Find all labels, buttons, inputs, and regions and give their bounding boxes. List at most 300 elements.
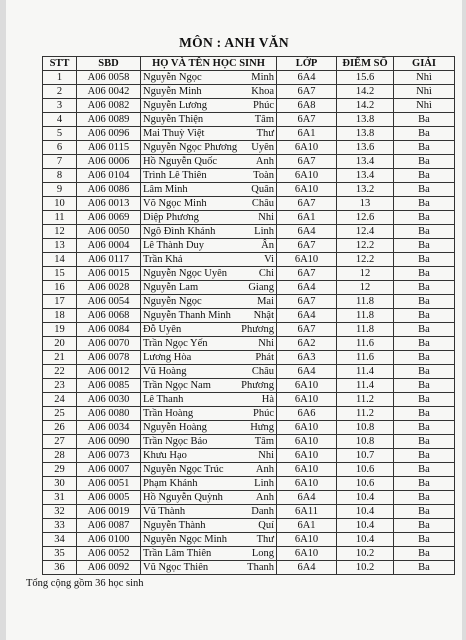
stt-cell: 22 — [43, 365, 77, 379]
score-cell: 11.4 — [337, 379, 394, 393]
student-name — [143, 310, 274, 322]
score-cell: 15.6 — [337, 71, 394, 85]
sbd-cell: A06 0090 — [77, 435, 141, 449]
award-cell: Ba — [394, 281, 455, 295]
table-row — [43, 365, 455, 379]
class-cell: 6A7 — [277, 197, 337, 211]
stt-cell: 10 — [43, 197, 77, 211]
given-name: Chi — [258, 267, 274, 279]
stt-cell: 15 — [43, 267, 77, 281]
table-row — [43, 519, 455, 533]
class-cell: 6A7 — [277, 295, 337, 309]
sbd-cell: A06 0012 — [77, 365, 141, 379]
sbd-cell: A06 0115 — [77, 141, 141, 155]
family-middle-name: Trình Lê Thiên — [143, 169, 207, 181]
family-middle-name: Nguyễn Ngọc — [143, 295, 202, 307]
sbd-cell: A06 0019 — [77, 505, 141, 519]
family-middle-name: Nguyễn Lương — [143, 99, 208, 111]
table-row — [43, 295, 455, 309]
family-middle-name: Hồ Nguyễn Quốc — [143, 155, 218, 167]
student-name-cell — [141, 491, 277, 505]
student-name — [143, 268, 274, 280]
class-cell: 6A4 — [277, 365, 337, 379]
table-row — [43, 505, 455, 519]
given-name: Phúc — [253, 99, 274, 111]
score-cell: 10.6 — [337, 463, 394, 477]
award-cell: Ba — [394, 407, 455, 421]
stt-cell: 8 — [43, 169, 77, 183]
table-row — [43, 561, 455, 575]
family-middle-name: Mai Thuỳ Việt — [143, 127, 205, 139]
sbd-cell: A06 0030 — [77, 393, 141, 407]
score-cell: 13 — [337, 197, 394, 211]
student-name — [143, 464, 274, 476]
student-name — [143, 226, 274, 238]
sbd-cell: A06 0084 — [77, 323, 141, 337]
student-name-cell — [141, 379, 277, 393]
award-cell: Ba — [394, 449, 455, 463]
student-name-cell — [141, 99, 277, 113]
student-name — [143, 282, 274, 294]
class-cell: 6A7 — [277, 323, 337, 337]
table-row — [43, 547, 455, 561]
family-middle-name: Vũ Hoàng — [143, 365, 187, 377]
student-name — [143, 184, 274, 196]
stt-cell: 29 — [43, 463, 77, 477]
table-row — [43, 351, 455, 365]
student-name — [143, 296, 274, 308]
award-cell: Ba — [394, 463, 455, 477]
student-name — [143, 506, 274, 518]
student-name-cell — [141, 477, 277, 491]
score-cell: 12.2 — [337, 253, 394, 267]
stt-cell: 19 — [43, 323, 77, 337]
student-name — [143, 338, 274, 350]
given-name: Linh — [254, 225, 274, 237]
student-name — [143, 212, 274, 224]
student-name — [143, 128, 274, 140]
table-body — [43, 71, 455, 575]
stt-cell: 1 — [43, 71, 77, 85]
table-row — [43, 183, 455, 197]
given-name: Hà — [261, 393, 274, 405]
stt-cell: 24 — [43, 393, 77, 407]
sbd-cell: A06 0117 — [77, 253, 141, 267]
score-cell: 10.7 — [337, 449, 394, 463]
family-middle-name: Lương Hòa — [143, 351, 192, 363]
given-name: Khoa — [251, 85, 274, 97]
stt-cell: 7 — [43, 155, 77, 169]
score-cell: 12.4 — [337, 225, 394, 239]
sbd-cell: A06 0089 — [77, 113, 141, 127]
student-name-cell — [141, 365, 277, 379]
stt-cell: 26 — [43, 421, 77, 435]
student-name — [143, 520, 274, 532]
table-row — [43, 449, 455, 463]
student-name-cell — [141, 393, 277, 407]
award-cell: Ba — [394, 309, 455, 323]
family-middle-name: Trần Ngọc Nam — [143, 379, 211, 391]
score-cell: 11.6 — [337, 351, 394, 365]
given-name: Quí — [258, 519, 274, 531]
family-middle-name: Nguyễn Hoàng — [143, 421, 207, 433]
stt-cell: 17 — [43, 295, 77, 309]
given-name: Châu — [251, 197, 274, 209]
stt-cell: 18 — [43, 309, 77, 323]
class-cell: 6A10 — [277, 435, 337, 449]
score-cell: 12.6 — [337, 211, 394, 225]
student-name-cell — [141, 197, 277, 211]
table-row — [43, 491, 455, 505]
given-name: Toàn — [253, 169, 274, 181]
given-name: Mai — [257, 295, 274, 307]
award-cell: Ba — [394, 477, 455, 491]
class-cell: 6A1 — [277, 127, 337, 141]
student-name-cell — [141, 533, 277, 547]
table-row — [43, 477, 455, 491]
student-name-cell — [141, 155, 277, 169]
sbd-cell: A06 0092 — [77, 561, 141, 575]
given-name: Thư — [256, 127, 274, 139]
student-name — [143, 450, 274, 462]
table-row — [43, 99, 455, 113]
family-middle-name: Ngô Đình Khánh — [143, 225, 216, 237]
class-cell: 6A8 — [277, 99, 337, 113]
given-name: Nhi — [258, 337, 274, 349]
sbd-cell: A06 0069 — [77, 211, 141, 225]
sbd-cell: A06 0104 — [77, 169, 141, 183]
student-name-cell — [141, 253, 277, 267]
student-name-cell — [141, 449, 277, 463]
table-row — [43, 393, 455, 407]
award-cell: Ba — [394, 267, 455, 281]
table-row — [43, 197, 455, 211]
sbd-cell: A06 0051 — [77, 477, 141, 491]
class-cell: 6A1 — [277, 211, 337, 225]
award-cell: Ba — [394, 351, 455, 365]
family-middle-name: Lâm Minh — [143, 183, 188, 195]
student-name-cell — [141, 323, 277, 337]
table-row — [43, 323, 455, 337]
student-name-cell — [141, 211, 277, 225]
sbd-cell: A06 0007 — [77, 463, 141, 477]
given-name: Linh — [254, 477, 274, 489]
given-name: Nhi — [258, 449, 274, 461]
score-cell: 11.2 — [337, 407, 394, 421]
sbd-cell: A06 0006 — [77, 155, 141, 169]
student-name — [143, 142, 274, 154]
total-summary: Tổng cộng gồm 36 học sinh — [26, 578, 144, 589]
award-cell: Ba — [394, 519, 455, 533]
award-cell: Ba — [394, 561, 455, 575]
header-class: LỚP — [277, 57, 337, 71]
family-middle-name: Nguyễn Thanh Minh — [143, 309, 231, 321]
student-name-cell — [141, 463, 277, 477]
score-cell: 13.4 — [337, 155, 394, 169]
student-name-cell — [141, 421, 277, 435]
sbd-cell: A06 0087 — [77, 519, 141, 533]
score-cell: 10.4 — [337, 505, 394, 519]
table-row — [43, 407, 455, 421]
sbd-cell: A06 0042 — [77, 85, 141, 99]
sbd-cell: A06 0080 — [77, 407, 141, 421]
award-cell: Nhì — [394, 71, 455, 85]
table-row — [43, 253, 455, 267]
award-cell: Ba — [394, 225, 455, 239]
student-name-cell — [141, 407, 277, 421]
student-name — [143, 114, 274, 126]
class-cell: 6A6 — [277, 407, 337, 421]
stt-cell: 36 — [43, 561, 77, 575]
header-score: ĐIỂM SỐ — [337, 57, 394, 71]
score-cell: 12 — [337, 281, 394, 295]
stt-cell: 14 — [43, 253, 77, 267]
family-middle-name: Lê Thành Duy — [143, 239, 205, 251]
stt-cell: 5 — [43, 127, 77, 141]
award-cell: Ba — [394, 337, 455, 351]
given-name: Anh — [255, 155, 274, 167]
student-name-cell — [141, 71, 277, 85]
stt-cell: 13 — [43, 239, 77, 253]
class-cell: 6A10 — [277, 393, 337, 407]
table-row — [43, 463, 455, 477]
header-sbd: SBD — [77, 57, 141, 71]
class-cell: 6A10 — [277, 253, 337, 267]
family-middle-name: Lê Thanh — [143, 393, 184, 405]
family-middle-name: Vũ Ngọc Thiên — [143, 561, 209, 573]
award-cell: Ba — [394, 323, 455, 337]
student-name — [143, 100, 274, 112]
class-cell: 6A10 — [277, 421, 337, 435]
class-cell: 6A4 — [277, 561, 337, 575]
student-name — [143, 254, 274, 266]
student-name-cell — [141, 127, 277, 141]
award-cell: Ba — [394, 379, 455, 393]
award-cell: Ba — [394, 393, 455, 407]
sbd-cell: A06 0082 — [77, 99, 141, 113]
given-name: Châu — [251, 365, 274, 377]
family-middle-name: Nguyễn Lam — [143, 281, 199, 293]
score-cell: 10.2 — [337, 561, 394, 575]
header-name: HỌ VÀ TÊN HỌC SINH — [141, 57, 277, 71]
family-middle-name: Nguyễn Thành — [143, 519, 206, 531]
stt-cell: 3 — [43, 99, 77, 113]
table-row — [43, 225, 455, 239]
table-row — [43, 267, 455, 281]
family-middle-name: Võ Ngọc Minh — [143, 197, 207, 209]
sbd-cell: A06 0013 — [77, 197, 141, 211]
class-cell: 6A10 — [277, 477, 337, 491]
stt-cell: 25 — [43, 407, 77, 421]
class-cell: 6A10 — [277, 533, 337, 547]
class-cell: 6A3 — [277, 351, 337, 365]
score-cell: 13.8 — [337, 113, 394, 127]
score-cell: 12.2 — [337, 239, 394, 253]
class-cell: 6A7 — [277, 155, 337, 169]
student-name — [143, 534, 274, 546]
student-name-cell — [141, 85, 277, 99]
student-name-cell — [141, 295, 277, 309]
sbd-cell: A06 0070 — [77, 337, 141, 351]
student-name — [143, 156, 274, 168]
family-middle-name: Trần Khả — [143, 253, 183, 265]
award-cell: Nhì — [394, 99, 455, 113]
award-cell: Ba — [394, 547, 455, 561]
award-cell: Ba — [394, 127, 455, 141]
score-cell: 12 — [337, 267, 394, 281]
award-cell: Ba — [394, 295, 455, 309]
family-middle-name: Trần Hoàng — [143, 407, 194, 419]
class-cell: 6A1 — [277, 519, 337, 533]
table-row — [43, 155, 455, 169]
award-cell: Ba — [394, 141, 455, 155]
stt-cell: 6 — [43, 141, 77, 155]
class-cell: 6A2 — [277, 337, 337, 351]
table-row — [43, 337, 455, 351]
score-cell: 10.4 — [337, 519, 394, 533]
family-middle-name: Trần Ngọc Bảo — [143, 435, 208, 447]
score-cell: 10.4 — [337, 533, 394, 547]
score-cell: 10.8 — [337, 421, 394, 435]
award-cell: Ba — [394, 533, 455, 547]
sbd-cell: A06 0050 — [77, 225, 141, 239]
stt-cell: 4 — [43, 113, 77, 127]
score-cell: 11.4 — [337, 365, 394, 379]
student-name — [143, 86, 274, 98]
given-name: Hưng — [250, 421, 274, 433]
family-middle-name: Trần Ngọc Yến — [143, 337, 208, 349]
class-cell: 6A10 — [277, 449, 337, 463]
class-cell: 6A4 — [277, 281, 337, 295]
student-name-cell — [141, 113, 277, 127]
given-name: Phương — [241, 323, 274, 335]
score-cell: 13.2 — [337, 183, 394, 197]
student-name-cell — [141, 309, 277, 323]
table-row — [43, 421, 455, 435]
class-cell: 6A4 — [277, 71, 337, 85]
stt-cell: 32 — [43, 505, 77, 519]
score-cell: 11.8 — [337, 295, 394, 309]
given-name: Vi — [264, 253, 274, 265]
award-cell: Ba — [394, 239, 455, 253]
stt-cell: 28 — [43, 449, 77, 463]
student-name-cell — [141, 435, 277, 449]
sbd-cell: A06 0005 — [77, 491, 141, 505]
given-name: Thư — [256, 533, 274, 545]
given-name: Nhật — [253, 309, 274, 321]
table-row — [43, 141, 455, 155]
student-name — [143, 198, 274, 210]
given-name: Anh — [255, 491, 274, 503]
sbd-cell: A06 0058 — [77, 71, 141, 85]
table-row — [43, 379, 455, 393]
page-title: MÔN : ANH VĂN — [179, 35, 289, 50]
score-cell: 11.2 — [337, 393, 394, 407]
class-cell: 6A10 — [277, 547, 337, 561]
student-name — [143, 478, 274, 490]
table-row — [43, 169, 455, 183]
student-name — [143, 366, 274, 378]
sbd-cell: A06 0085 — [77, 379, 141, 393]
sbd-cell: A06 0015 — [77, 267, 141, 281]
score-cell: 11.8 — [337, 309, 394, 323]
student-name-cell — [141, 239, 277, 253]
stt-cell: 35 — [43, 547, 77, 561]
award-cell: Ba — [394, 113, 455, 127]
sbd-cell: A06 0004 — [77, 239, 141, 253]
score-cell: 11.6 — [337, 337, 394, 351]
student-name-cell — [141, 519, 277, 533]
class-cell: 6A4 — [277, 225, 337, 239]
results-table — [42, 56, 455, 575]
header-stt: STT — [43, 57, 77, 71]
given-name: Giang — [248, 281, 274, 293]
student-name — [143, 240, 274, 252]
table-header-row — [43, 57, 455, 71]
award-cell: Ba — [394, 169, 455, 183]
family-middle-name: Diệp Phương — [143, 211, 199, 223]
class-cell: 6A10 — [277, 141, 337, 155]
score-cell: 14.2 — [337, 99, 394, 113]
family-middle-name: Nguyễn Ngọc Trúc — [143, 463, 224, 475]
student-name-cell — [141, 547, 277, 561]
score-cell: 13.4 — [337, 169, 394, 183]
given-name: Phúc — [253, 407, 274, 419]
stt-cell: 2 — [43, 85, 77, 99]
family-middle-name: Nguyễn Ngọc Phương — [143, 141, 238, 153]
award-cell: Ba — [394, 505, 455, 519]
student-name-cell — [141, 267, 277, 281]
sbd-cell: A06 0086 — [77, 183, 141, 197]
award-cell: Ba — [394, 211, 455, 225]
score-cell: 10.2 — [337, 547, 394, 561]
given-name: Danh — [251, 505, 274, 517]
student-name-cell — [141, 225, 277, 239]
given-name: Tâm — [254, 435, 274, 447]
student-name-cell — [141, 281, 277, 295]
sbd-cell: A06 0028 — [77, 281, 141, 295]
class-cell: 6A4 — [277, 491, 337, 505]
class-cell: 6A7 — [277, 113, 337, 127]
given-name: Phát — [255, 351, 274, 363]
family-middle-name: Nguyễn Ngọc Uyên — [143, 267, 227, 279]
stt-cell: 34 — [43, 533, 77, 547]
sbd-cell: A06 0068 — [77, 309, 141, 323]
table-row — [43, 309, 455, 323]
family-middle-name: Trần Lâm Thiên — [143, 547, 212, 559]
family-middle-name: Nguyễn Thiện — [143, 113, 204, 125]
table-row — [43, 85, 455, 99]
award-cell: Ba — [394, 365, 455, 379]
header-award: GIẢI — [394, 57, 455, 71]
student-name — [143, 352, 274, 364]
given-name: Nhi — [258, 211, 274, 223]
class-cell: 6A7 — [277, 85, 337, 99]
student-name — [143, 492, 274, 504]
table-row — [43, 435, 455, 449]
table-row — [43, 71, 455, 85]
score-cell: 13.8 — [337, 127, 394, 141]
class-cell: 6A7 — [277, 267, 337, 281]
sbd-cell: A06 0078 — [77, 351, 141, 365]
class-cell: 6A10 — [277, 379, 337, 393]
given-name: Long — [251, 547, 274, 559]
student-name — [143, 394, 274, 406]
given-name: Quân — [251, 183, 274, 195]
sbd-cell: A06 0100 — [77, 533, 141, 547]
stt-cell: 31 — [43, 491, 77, 505]
student-name-cell — [141, 505, 277, 519]
